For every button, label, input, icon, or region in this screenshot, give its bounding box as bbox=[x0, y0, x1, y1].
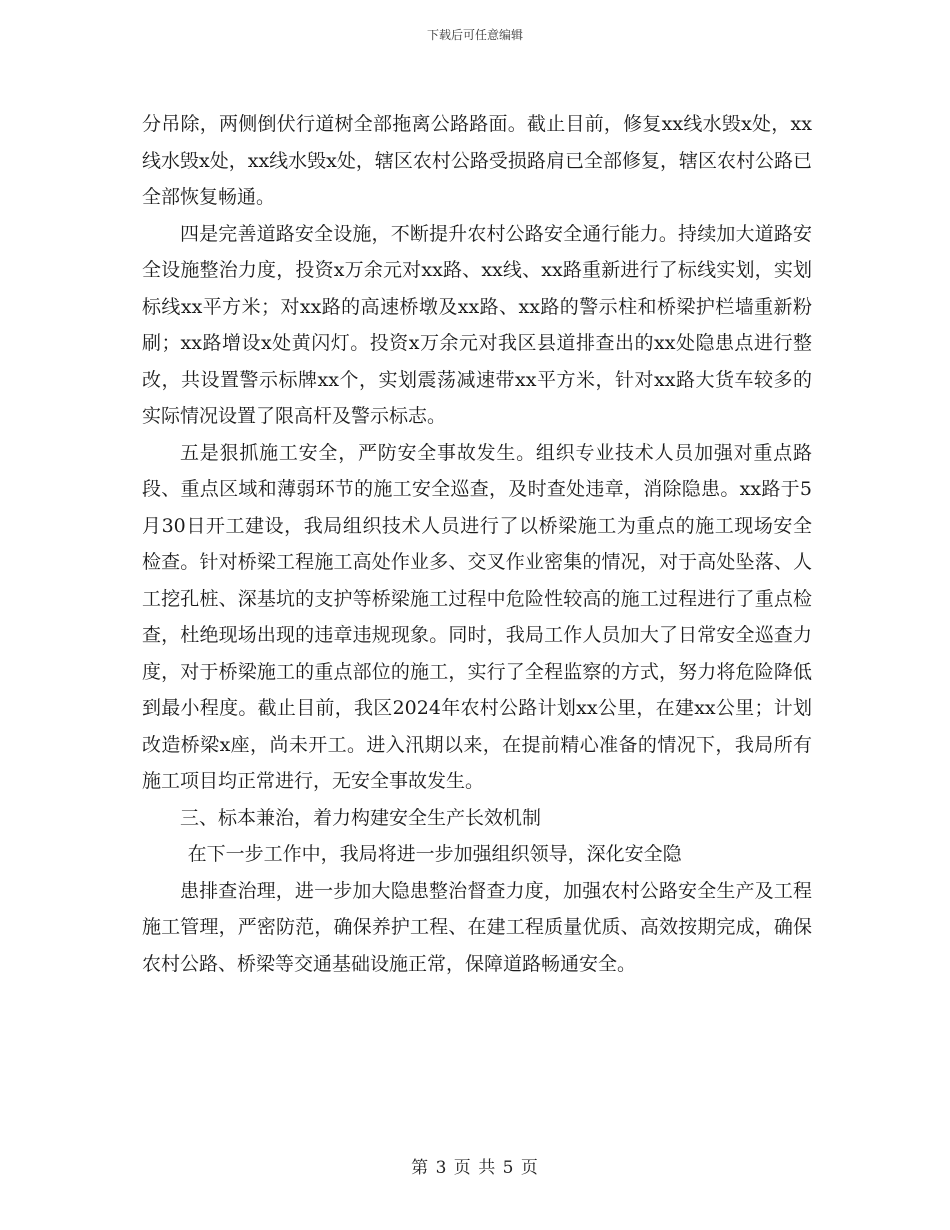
paragraph-continuation: 分吊除，两侧倒伏行道树全部拖离公路路面。截止目前，修复xx线水毁x处，xx线水毁x处，xx线水毁x处，辖区农村公路受损路肩已全部修复，辖区农村公路已全部恢复畅通。 bbox=[142, 113, 812, 208]
paragraph-construction-safety: 五是狠抓施工安全，严防安全事故发生。组织专业技术人员加强对重点路段、重点区域和薄弱环节的施工安全巡查，及时查处违章，消除隐患。xx路于5月30日开工建设，我局组织技术人员进行了以桥梁施工为重点的施工现场安全检查。针对桥梁工程施工高处作业多、交叉作业密集的情况，对于高处坠落、人工挖孔桩、深基坑的支护等桥梁施工过程中危险性较高的施工过程进行了重点检查，杜绝现场出现的违章违规现象。同时，我局工作人员加大了日常安全巡查力度，对于桥梁施工的重点部位的施工，实行了全程监察的方式，努力将危险降低到最小程度。截止目前，我区2024年农村公路计划xx公里，在建xx公里；计划改造桥梁x座，尚未开工。进入汛期以来，在提前精心准备的情况下，我局所有施工项目均正常进行，无安全事故发生。 bbox=[142, 441, 812, 792]
paragraph-next-steps-continued: 患排查治理，进一步加大隐患整治督查力度，加强农村公路安全生产及工程施工管理，严密防范，确保养护工程、在建工程质量优质、高效按期完成，确保农村公路、桥梁等交通基础设施正常，保障道路畅通安全。 bbox=[142, 879, 812, 975]
page-header-note: 下载后可任意编辑 bbox=[426, 28, 523, 42]
document-body bbox=[142, 106, 812, 982]
section-heading: 三、标本兼治，着力构建安全生产长效机制 bbox=[180, 806, 542, 829]
page-number: 第 3 页 共 5 页 bbox=[411, 1158, 539, 1178]
paragraph-next-steps: 在下一步工作中，我局将进一步加强组织领导，深化安全隐 bbox=[187, 843, 682, 865]
paragraph-safety-facilities: 四是完善道路安全设施，不断提升农村公路安全通行能力。持续加大道路安全设施整治力度，投资x万余元对xx路、xx线、xx路重新进行了标线实划，实划标线xx平方米；对xx路的高速桥墩及xx路、xx路的警示柱和桥梁护栏墙重新粉刷；xx路增设x处黄闪灯。投资x万余元对我区县道排查出的xx处隐患点进行整改，共设置警示标牌xx个，实划震荡减速带xx平方米，针对xx路大货车较多的实际情况设置了限高杆及警示标志。 bbox=[142, 222, 812, 427]
